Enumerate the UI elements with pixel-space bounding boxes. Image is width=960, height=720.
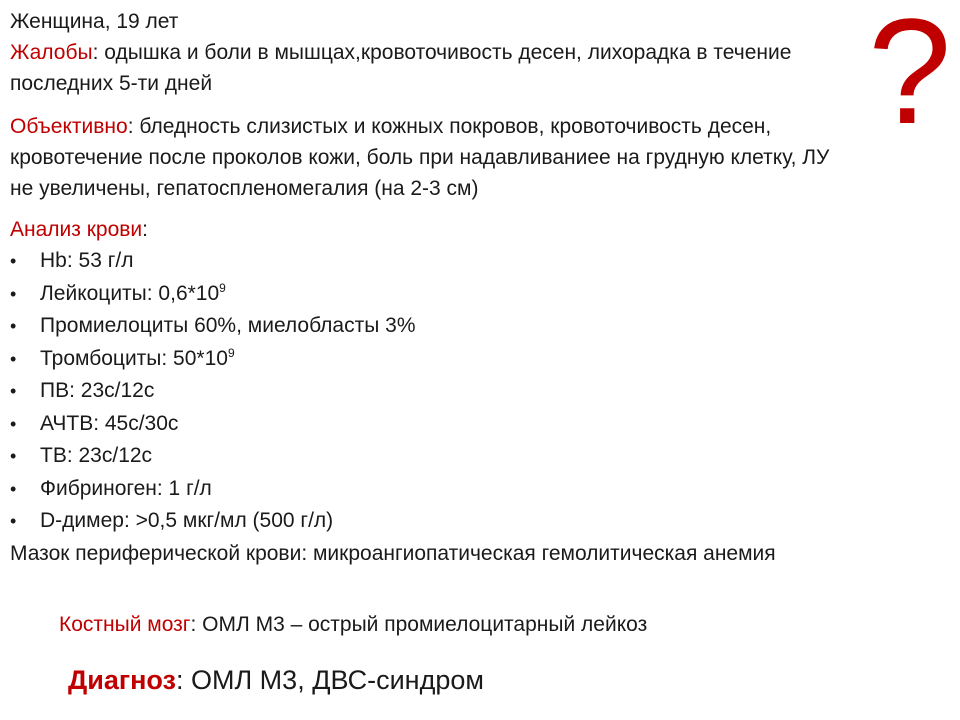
complaints-label: Жалобы — [10, 41, 93, 64]
objective-text: : бледность слизистых и кожных покровов, кровоточивость десен, кровотечение после проколов кожи, боль при надавливаниее на грудную клетку, ЛУ не увеличены, гепатоспленомегалия (на 2-3 см) — [10, 115, 830, 200]
lab-value: Фибриноген: 1 г/л — [40, 476, 212, 500]
patient-line: Женщина, 19 лет — [10, 10, 179, 33]
list-item — [10, 408, 850, 441]
bullet-icon: • — [10, 413, 17, 434]
lab-value: ПВ: 23с/12с — [40, 379, 155, 402]
lab-value: Промиелоциты 60%, миелобласты 3% — [40, 314, 416, 337]
exponent: 9 — [219, 280, 226, 295]
lab-value: ТВ: 23с/12с — [40, 444, 153, 467]
bullet-icon: • — [10, 381, 17, 401]
bone-marrow-line — [59, 609, 647, 640]
bone-marrow-label: Костный мозг — [59, 613, 191, 636]
list-item — [10, 343, 850, 376]
case-header — [10, 6, 850, 99]
blood-analysis-heading — [10, 214, 850, 245]
lab-value: Hb: 53 г/л — [40, 249, 134, 272]
lab-value: АЧТВ: 45с/30с — [40, 411, 179, 435]
lab-value: Лейкоциты: 0,6*10 — [40, 281, 220, 305]
bullet-icon: • — [10, 511, 17, 531]
bullet-icon: • — [10, 446, 17, 466]
bone-marrow-text: : ОМЛ М3 – острый промиелоцитарный лейкоз — [190, 613, 648, 636]
diagnosis-label: Диагноз — [68, 665, 176, 695]
list-item — [10, 278, 850, 311]
list-item — [10, 440, 850, 473]
list-item — [10, 310, 850, 343]
objective-section — [10, 111, 850, 204]
lab-value: Тромбоциты: 50*10 — [40, 346, 228, 370]
list-item — [10, 245, 850, 278]
lab-value: D-димер: >0,5 мкг/мл (500 г/л) — [40, 509, 334, 532]
blood-smear-text: Мазок периферической крови: микроангиопатическая гемолитическая анемия — [10, 542, 776, 565]
blood-results-list — [10, 245, 850, 538]
complaints-text: : одышка и боли в мышцах,кровоточивость десен, лихорадка в течение последних 5-ти дней — [10, 41, 792, 95]
blood-analysis-section — [10, 214, 850, 538]
blood-analysis-colon: : — [142, 218, 149, 241]
diagnosis-line — [68, 662, 484, 698]
bullet-icon: • — [10, 348, 17, 369]
bullet-icon: • — [10, 478, 17, 499]
objective-label: Объективно — [10, 115, 128, 138]
bullet-icon: • — [10, 283, 17, 304]
complaints-line — [10, 37, 850, 99]
list-item — [10, 375, 850, 408]
list-item — [10, 505, 850, 538]
diagnosis-text: : ОМЛ М3, ДВС-синдром — [175, 665, 484, 695]
question-mark: ? — [868, 0, 952, 155]
exponent: 9 — [227, 345, 235, 360]
bullet-icon: • — [10, 316, 17, 336]
bullet-icon: • — [10, 251, 17, 271]
blood-analysis-label: Анализ крови — [10, 218, 143, 241]
list-item — [10, 473, 850, 506]
